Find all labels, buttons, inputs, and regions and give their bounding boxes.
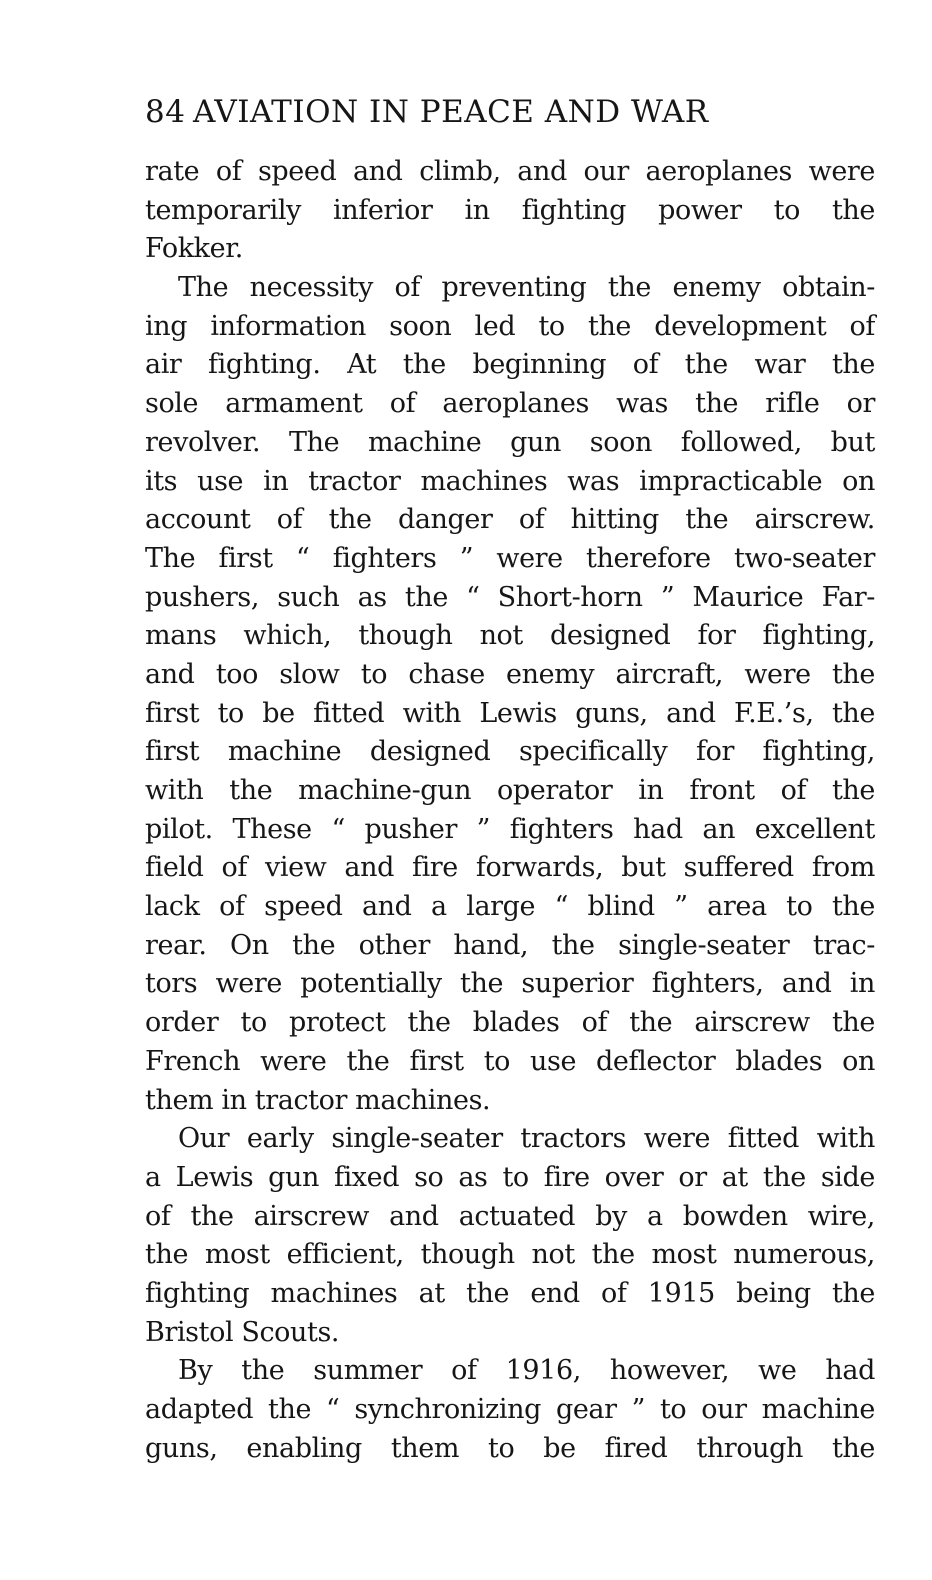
text-line: tors were potentially the superior fighters, and in — [145, 968, 875, 1000]
text-line: them in tractor machines. — [145, 1084, 491, 1116]
text-line: mans which, though not designed for fighting, — [145, 620, 875, 652]
text-line: guns, enabling them to be fired through the — [145, 1432, 875, 1464]
text-line: The necessity of preventing the enemy obtain- — [178, 272, 875, 304]
text-line: rate of speed and climb, and our aeroplanes were — [145, 156, 875, 187]
text-line: ing information soon led to the development of — [145, 310, 875, 342]
text-line: French were the first to use deflector blades on — [145, 1045, 875, 1077]
text-line: first machine designed specifically for fighting, — [145, 736, 875, 768]
text-line: field of view and fire forwards, but suffered from — [145, 852, 875, 884]
text-line: rear. On the other hand, the single-seater trac- — [145, 929, 875, 961]
text-line: first to be fitted with Lewis guns, and F.E.’s, the — [145, 697, 875, 729]
paragraph — [145, 269, 875, 1120]
running-title: AVIATION IN PEACE AND WAR — [193, 94, 709, 130]
text-line: air fighting. At the beginning of the war the — [145, 349, 875, 381]
body-text — [145, 153, 875, 1468]
text-line: account of the danger of hitting the airscrew. — [145, 504, 875, 536]
text-line: revolver. The machine gun soon followed, but — [145, 426, 875, 458]
paragraph — [145, 1352, 875, 1468]
text-line: Fokker. — [145, 233, 243, 265]
text-line: Bristol Scouts. — [145, 1316, 340, 1348]
text-line: order to protect the blades of the airscrew the — [145, 1007, 875, 1039]
text-line: lack of speed and a large “ blind ” area to the — [145, 891, 875, 923]
text-line: sole armament of aeroplanes was the rifle or — [145, 388, 875, 420]
paragraph — [145, 153, 875, 269]
text-line: its use in tractor machines was impracticable on — [145, 465, 875, 497]
page-header — [145, 92, 875, 132]
text-line: of the airscrew and actuated by a bowden wire, — [145, 1200, 875, 1232]
page-number: 84 — [145, 94, 186, 130]
text-line: Our early single-seater tractors were fitted with — [178, 1123, 875, 1155]
text-line: temporarily inferior in fighting power to the — [145, 194, 875, 226]
text-line: and too slow to chase enemy aircraft, were the — [145, 658, 875, 690]
text-line: adapted the “ synchronizing gear ” to our machine — [145, 1394, 875, 1425]
text-line: By the summer of 1916, however, we had — [178, 1355, 875, 1387]
text-line: pilot. These “ pusher ” fighters had an excellent — [145, 813, 875, 845]
text-line: fighting machines at the end of 1915 being the — [145, 1277, 875, 1309]
text-line: The first “ fighters ” were therefore two-seater — [145, 542, 875, 574]
text-line: pushers, such as the “ Short-horn ” Maurice Far- — [145, 581, 875, 613]
text-line: with the machine-gun operator in front of the — [145, 775, 875, 806]
text-line: a Lewis gun fixed so as to fire over or at the side — [145, 1161, 875, 1193]
text-line: the most efficient, though not the most numerous, — [145, 1239, 875, 1271]
paragraph — [145, 1120, 875, 1352]
